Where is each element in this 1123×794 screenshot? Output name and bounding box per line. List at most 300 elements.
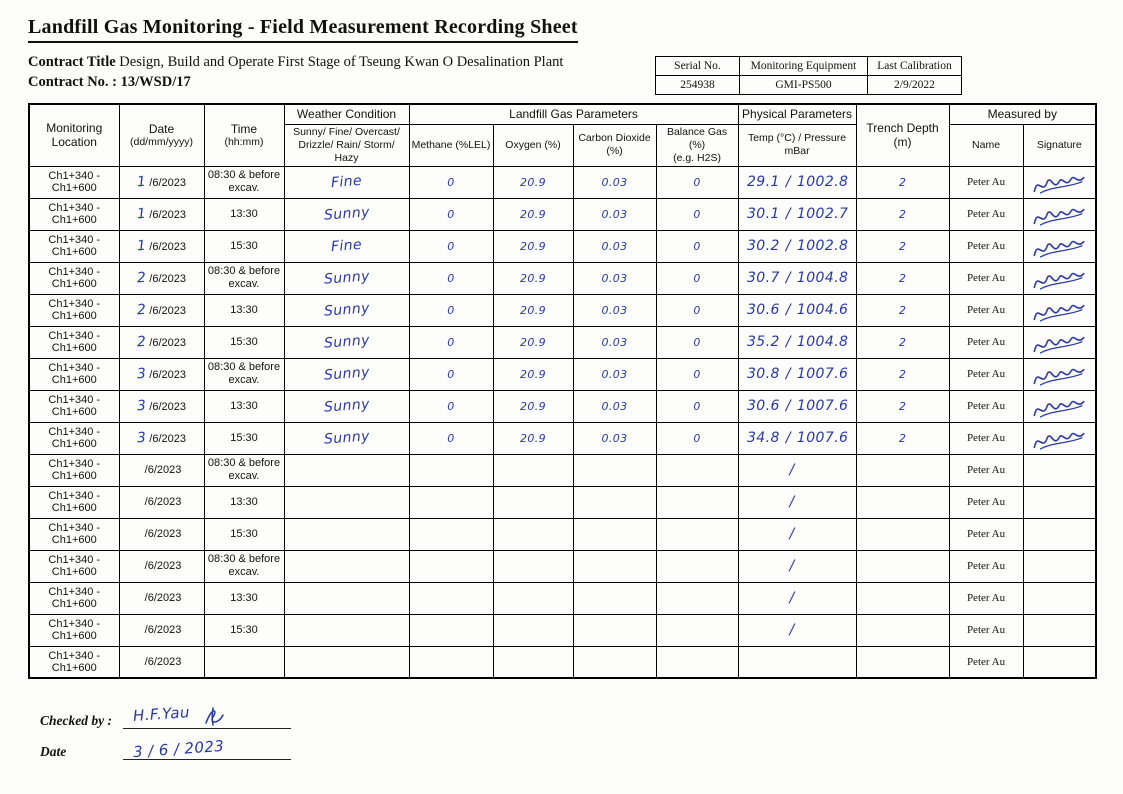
date-cell: [119, 230, 204, 262]
oxygen-cell: 20.9: [493, 262, 573, 294]
date-cell: [119, 294, 204, 326]
date-cell: [119, 454, 204, 486]
temp-handwritten: 29.1: [747, 174, 780, 191]
weather-cell: [284, 646, 409, 678]
trench-depth-cell: 2: [856, 230, 949, 262]
header-carbon-dioxide: Carbon Dioxide (%): [573, 124, 656, 166]
weather-handwritten: Fine: [330, 237, 363, 256]
date-printed: /6/2023: [144, 464, 182, 477]
checked-by-row: [40, 705, 1123, 729]
temp-pressure-cell: [738, 230, 856, 262]
date-printed: /6/2023: [149, 209, 186, 222]
name-cell: Peter Au: [949, 646, 1023, 678]
signature-scribble: [1030, 394, 1089, 421]
checked-by-scribble: [198, 705, 228, 727]
pressure-handwritten: 1004.8: [796, 270, 849, 287]
trench-depth-cell: 2: [856, 198, 949, 230]
footer-date-label: Date: [40, 744, 67, 760]
temp-pressure-cell: [738, 454, 856, 486]
signature-cell: [1023, 422, 1096, 454]
time-cell: 15:30: [204, 230, 284, 262]
signature-scribble: [1030, 202, 1089, 229]
equipment-table: [655, 56, 962, 95]
temp-handwritten: 30.1: [747, 206, 780, 223]
methane-cell: 0: [409, 262, 493, 294]
balance-gas-cell: [656, 614, 738, 646]
monitoring-location-cell: Ch1+340 - Ch1+600: [29, 582, 119, 614]
header-signature: Signature: [1023, 124, 1096, 166]
table-row: [29, 518, 1096, 550]
temp-pressure-separator: /: [785, 206, 791, 223]
methane-cell: 0: [409, 326, 493, 358]
signature-cell: [1023, 614, 1096, 646]
temp-pressure-cell: [738, 582, 856, 614]
oxygen-cell: 20.9: [493, 230, 573, 262]
oxygen-cell: [493, 614, 573, 646]
signature-cell: [1023, 230, 1096, 262]
methane-cell: 0: [409, 230, 493, 262]
temp-handwritten: 30.6: [747, 398, 780, 415]
name-cell: Peter Au: [949, 294, 1023, 326]
name-cell: Peter Au: [949, 262, 1023, 294]
header-landfill-gas-parameters: Landfill Gas Parameters: [409, 104, 738, 124]
time-cell: 08:30 & before excav.: [204, 262, 284, 294]
signature-scribble: [1030, 298, 1089, 325]
balance-gas-cell: [656, 486, 738, 518]
oxygen-cell: 20.9: [493, 166, 573, 198]
oxygen-cell: [493, 646, 573, 678]
methane-cell: 0: [409, 358, 493, 390]
monitoring-location-cell: Ch1+340 - Ch1+600: [29, 422, 119, 454]
methane-cell: 0: [409, 166, 493, 198]
temp-pressure-cell: [738, 550, 856, 582]
weather-cell: [284, 198, 409, 230]
weather-cell: [284, 550, 409, 582]
methane-cell: [409, 518, 493, 550]
methane-cell: 0: [409, 294, 493, 326]
methane-cell: 0: [409, 422, 493, 454]
balance-gas-cell: [656, 518, 738, 550]
temp-pressure-cell: [738, 518, 856, 550]
weather-handwritten: Sunny: [323, 268, 370, 288]
balance-gas-cell: 0: [656, 326, 738, 358]
temp-handwritten: 30.2: [747, 238, 780, 255]
carbon-dioxide-cell: 0.03: [573, 358, 656, 390]
header-weather-condition: Weather Condition: [284, 104, 409, 124]
date-printed: /6/2023: [149, 401, 186, 414]
temp-pressure-separator: /: [785, 430, 791, 447]
name-cell: Peter Au: [949, 230, 1023, 262]
weather-handwritten: Sunny: [323, 364, 370, 384]
date-printed: /6/2023: [149, 273, 186, 286]
date-day-handwritten: 2: [136, 334, 147, 351]
weather-cell: [284, 262, 409, 294]
balance-gas-cell: 0: [656, 358, 738, 390]
methane-cell: [409, 454, 493, 486]
header-weather-options: Sunny/ Fine/ Overcast/ Drizzle/ Rain/ Storm/ Hazy: [284, 124, 409, 166]
weather-handwritten: Sunny: [323, 332, 370, 352]
name-cell: Peter Au: [949, 550, 1023, 582]
header-balance-gas: Balance Gas (%) (e.g. H2S): [656, 124, 738, 166]
header-temp-pressure: Temp (°C) / Pressure mBar: [738, 124, 856, 166]
monitoring-location-cell: Ch1+340 - Ch1+600: [29, 486, 119, 518]
date-day-handwritten: 1: [136, 238, 147, 255]
header-time: Time (hh:mm): [204, 104, 284, 166]
date-printed: /6/2023: [149, 305, 186, 318]
methane-cell: [409, 614, 493, 646]
temp-pressure-cell: [738, 646, 856, 678]
temp-pressure-separator: /: [785, 302, 791, 319]
temp-pressure-separator: /: [789, 526, 795, 543]
oxygen-cell: [493, 518, 573, 550]
date-cell: [119, 582, 204, 614]
header-name: Name: [949, 124, 1023, 166]
equipment-serial-value: 254938: [656, 76, 740, 95]
temp-pressure-cell: [738, 198, 856, 230]
table-row: [29, 582, 1096, 614]
temp-pressure-separator: /: [785, 366, 791, 383]
name-cell: Peter Au: [949, 390, 1023, 422]
trench-depth-cell: 2: [856, 422, 949, 454]
header-date: Date (dd/mm/yyyy): [119, 104, 204, 166]
balance-gas-cell: [656, 582, 738, 614]
signature-cell: [1023, 358, 1096, 390]
carbon-dioxide-cell: 0.03: [573, 326, 656, 358]
carbon-dioxide-cell: 0.03: [573, 198, 656, 230]
name-cell: Peter Au: [949, 614, 1023, 646]
pressure-handwritten: 1007.6: [796, 398, 849, 415]
date-day-handwritten: 2: [136, 270, 147, 287]
monitoring-location-cell: Ch1+340 - Ch1+600: [29, 550, 119, 582]
weather-cell: [284, 326, 409, 358]
temp-pressure-separator: /: [785, 238, 791, 255]
monitoring-location-cell: Ch1+340 - Ch1+600: [29, 230, 119, 262]
signature-cell: [1023, 646, 1096, 678]
carbon-dioxide-cell: 0.03: [573, 166, 656, 198]
header-methane: Methane (%LEL): [409, 124, 493, 166]
oxygen-cell: [493, 550, 573, 582]
monitoring-location-cell: Ch1+340 - Ch1+600: [29, 358, 119, 390]
monitoring-location-cell: Ch1+340 - Ch1+600: [29, 454, 119, 486]
balance-gas-cell: 0: [656, 230, 738, 262]
equipment-header-equipment: Monitoring Equipment: [740, 57, 868, 76]
oxygen-cell: [493, 454, 573, 486]
document-header: [0, 0, 1123, 91]
date-cell: [119, 262, 204, 294]
methane-cell: 0: [409, 390, 493, 422]
trench-depth-cell: 2: [856, 326, 949, 358]
date-day-handwritten: 3: [136, 398, 147, 415]
checked-by-signature-text: H.F.Yau: [132, 703, 191, 726]
balance-gas-cell: 0: [656, 422, 738, 454]
methane-cell: [409, 550, 493, 582]
monitoring-location-cell: Ch1+340 - Ch1+600: [29, 614, 119, 646]
temp-pressure-separator: /: [789, 462, 795, 479]
signature-scribble: [1030, 426, 1089, 453]
date-printed: /6/2023: [144, 496, 182, 509]
weather-handwritten: Sunny: [323, 428, 370, 448]
table-row: [29, 294, 1096, 326]
contract-no-value: 13/WSD/17: [120, 74, 191, 90]
temp-handwritten: 30.8: [747, 366, 780, 383]
date-printed: /6/2023: [149, 369, 186, 382]
table-row: [29, 646, 1096, 678]
equipment-header-row: [656, 57, 962, 76]
oxygen-cell: 20.9: [493, 390, 573, 422]
table-row: [29, 390, 1096, 422]
balance-gas-cell: 0: [656, 294, 738, 326]
monitoring-location-cell: Ch1+340 - Ch1+600: [29, 262, 119, 294]
date-cell: [119, 518, 204, 550]
weather-cell: [284, 422, 409, 454]
weather-cell: [284, 582, 409, 614]
temp-pressure-separator: /: [785, 174, 791, 191]
header-physical-parameters: Physical Parameters: [738, 104, 856, 124]
trench-depth-cell: [856, 454, 949, 486]
oxygen-cell: 20.9: [493, 422, 573, 454]
trench-depth-cell: 2: [856, 262, 949, 294]
trench-depth-cell: 2: [856, 358, 949, 390]
name-cell: Peter Au: [949, 326, 1023, 358]
contract-title-label: Contract Title: [28, 54, 116, 70]
name-cell: Peter Au: [949, 486, 1023, 518]
carbon-dioxide-cell: [573, 614, 656, 646]
signature-cell: [1023, 454, 1096, 486]
signature-cell: [1023, 486, 1096, 518]
pressure-handwritten: 1002.7: [796, 206, 849, 223]
date-printed: /6/2023: [144, 528, 182, 541]
equipment-model-value: GMI-PS500: [740, 76, 868, 95]
weather-handwritten: Sunny: [323, 396, 370, 416]
temp-handwritten: 30.7: [747, 270, 780, 287]
date-cell: [119, 198, 204, 230]
name-cell: Peter Au: [949, 518, 1023, 550]
signature-scribble: [1030, 330, 1089, 357]
temp-pressure-separator: /: [785, 398, 791, 415]
oxygen-cell: [493, 486, 573, 518]
name-cell: Peter Au: [949, 582, 1023, 614]
table-row: [29, 166, 1096, 198]
temp-pressure-cell: [738, 294, 856, 326]
table-header: [29, 104, 1096, 166]
temp-pressure-cell: [738, 390, 856, 422]
temp-pressure-cell: [738, 166, 856, 198]
name-cell: Peter Au: [949, 358, 1023, 390]
trench-depth-cell: [856, 646, 949, 678]
date-cell: [119, 422, 204, 454]
temp-handwritten: 30.6: [747, 302, 780, 319]
footer-date-row: [40, 737, 1123, 762]
weather-cell: [284, 390, 409, 422]
methane-cell: [409, 582, 493, 614]
signature-scribble: [1030, 266, 1089, 293]
date-day-handwritten: 2: [136, 302, 147, 319]
temp-pressure-cell: [738, 486, 856, 518]
data-rows: [29, 166, 1096, 678]
date-printed: /6/2023: [149, 177, 186, 190]
pressure-handwritten: 1002.8: [796, 238, 849, 255]
date-day-handwritten: 3: [136, 366, 147, 383]
signature-cell: [1023, 582, 1096, 614]
temp-pressure-cell: [738, 262, 856, 294]
signature-cell: [1023, 518, 1096, 550]
pressure-handwritten: 1004.6: [796, 302, 849, 319]
methane-cell: [409, 646, 493, 678]
temp-pressure-separator: /: [785, 270, 791, 287]
time-cell: 08:30 & before excav.: [204, 550, 284, 582]
time-cell: 13:30: [204, 390, 284, 422]
time-cell: 15:30: [204, 422, 284, 454]
trench-depth-cell: [856, 518, 949, 550]
date-day-handwritten: 3: [136, 430, 147, 447]
contract-title-value: Design, Build and Operate First Stage of Tseung Kwan O Desalination Plant: [119, 54, 564, 70]
checked-by-label: Checked by :: [40, 713, 112, 729]
footer-date-line: [123, 737, 291, 762]
header-oxygen: Oxygen (%): [493, 124, 573, 166]
contract-no-label: Contract No. :: [28, 74, 117, 90]
monitoring-location-cell: Ch1+340 - Ch1+600: [29, 326, 119, 358]
date-day-handwritten: 1: [136, 206, 147, 223]
page-title: Landfill Gas Monitoring - Field Measurement Recording Sheet: [28, 16, 1095, 43]
date-printed: /6/2023: [149, 433, 186, 446]
header-trench-depth: Trench Depth (m): [856, 104, 949, 166]
signature-scribble: [1030, 234, 1089, 261]
date-day-handwritten: 1: [136, 174, 147, 191]
oxygen-cell: 20.9: [493, 326, 573, 358]
monitoring-location-cell: Ch1+340 - Ch1+600: [29, 198, 119, 230]
date-cell: [119, 646, 204, 678]
date-printed: /6/2023: [149, 337, 186, 350]
time-cell: 13:30: [204, 198, 284, 230]
name-cell: Peter Au: [949, 422, 1023, 454]
weather-cell: [284, 518, 409, 550]
temp-pressure-cell: [738, 326, 856, 358]
table-row: [29, 262, 1096, 294]
temp-pressure-separator: /: [789, 558, 795, 575]
equipment-value-row: [656, 76, 962, 95]
time-cell: 08:30 & before excav.: [204, 166, 284, 198]
monitoring-location-cell: Ch1+340 - Ch1+600: [29, 294, 119, 326]
oxygen-cell: 20.9: [493, 294, 573, 326]
header-monitoring-location: Monitoring Location: [29, 104, 119, 166]
header-row-top: [29, 104, 1096, 124]
time-cell: 13:30: [204, 294, 284, 326]
signature-cell: [1023, 198, 1096, 230]
temp-pressure-cell: [738, 422, 856, 454]
carbon-dioxide-cell: [573, 454, 656, 486]
signature-scribble: [1030, 170, 1089, 197]
time-cell: 15:30: [204, 518, 284, 550]
balance-gas-cell: [656, 454, 738, 486]
date-cell: [119, 486, 204, 518]
signature-cell: [1023, 262, 1096, 294]
balance-gas-cell: 0: [656, 390, 738, 422]
date-printed: /6/2023: [144, 624, 182, 637]
name-cell: Peter Au: [949, 198, 1023, 230]
carbon-dioxide-cell: 0.03: [573, 390, 656, 422]
table-row: [29, 230, 1096, 262]
date-cell: [119, 358, 204, 390]
trench-depth-cell: 2: [856, 294, 949, 326]
carbon-dioxide-cell: 0.03: [573, 422, 656, 454]
signature-cell: [1023, 294, 1096, 326]
weather-cell: [284, 294, 409, 326]
monitoring-location-cell: Ch1+340 - Ch1+600: [29, 646, 119, 678]
checked-by-line: [123, 705, 291, 729]
carbon-dioxide-cell: [573, 550, 656, 582]
balance-gas-cell: 0: [656, 262, 738, 294]
carbon-dioxide-cell: 0.03: [573, 230, 656, 262]
time-cell: 15:30: [204, 614, 284, 646]
time-cell: 08:30 & before excav.: [204, 358, 284, 390]
date-printed: /6/2023: [144, 656, 182, 669]
temp-pressure-cell: [738, 614, 856, 646]
methane-cell: 0: [409, 198, 493, 230]
weather-cell: [284, 166, 409, 198]
trench-depth-cell: [856, 582, 949, 614]
balance-gas-cell: [656, 550, 738, 582]
equipment-calibration-value: 2/9/2022: [868, 76, 962, 95]
carbon-dioxide-cell: [573, 582, 656, 614]
weather-handwritten: Fine: [330, 173, 363, 192]
footer-date-value: 3 / 6 / 2023: [132, 737, 226, 762]
time-cell: 08:30 & before excav.: [204, 454, 284, 486]
table-row: [29, 614, 1096, 646]
oxygen-cell: 20.9: [493, 358, 573, 390]
balance-gas-cell: 0: [656, 166, 738, 198]
trench-depth-cell: [856, 550, 949, 582]
weather-cell: [284, 486, 409, 518]
oxygen-cell: 20.9: [493, 198, 573, 230]
table-row: [29, 358, 1096, 390]
measurement-table: [28, 103, 1097, 679]
weather-cell: [284, 454, 409, 486]
pressure-handwritten: 1007.6: [796, 430, 849, 447]
date-cell: [119, 390, 204, 422]
table-row: [29, 486, 1096, 518]
temp-pressure-separator: /: [789, 494, 795, 511]
weather-cell: [284, 358, 409, 390]
trench-depth-cell: 2: [856, 166, 949, 198]
pressure-handwritten: 1007.6: [796, 366, 849, 383]
date-printed: /6/2023: [144, 560, 182, 573]
table-row: [29, 422, 1096, 454]
carbon-dioxide-cell: 0.03: [573, 262, 656, 294]
table-row: [29, 198, 1096, 230]
temp-pressure-separator: /: [789, 622, 795, 639]
weather-cell: [284, 614, 409, 646]
table-row: [29, 326, 1096, 358]
time-cell: [204, 646, 284, 678]
date-printed: /6/2023: [144, 592, 182, 605]
table-row: [29, 454, 1096, 486]
temp-pressure-cell: [738, 358, 856, 390]
trench-depth-cell: [856, 486, 949, 518]
carbon-dioxide-cell: 0.03: [573, 294, 656, 326]
monitoring-location-cell: Ch1+340 - Ch1+600: [29, 518, 119, 550]
equipment-header-serial: Serial No.: [656, 57, 740, 76]
balance-gas-cell: [656, 646, 738, 678]
pressure-handwritten: 1002.8: [796, 174, 849, 191]
temp-pressure-separator: /: [789, 590, 795, 607]
date-cell: [119, 326, 204, 358]
weather-handwritten: Sunny: [323, 300, 370, 320]
weather-cell: [284, 230, 409, 262]
carbon-dioxide-cell: [573, 486, 656, 518]
signature-scribble: [1030, 362, 1089, 389]
monitoring-location-cell: Ch1+340 - Ch1+600: [29, 166, 119, 198]
footer: [40, 705, 1123, 760]
